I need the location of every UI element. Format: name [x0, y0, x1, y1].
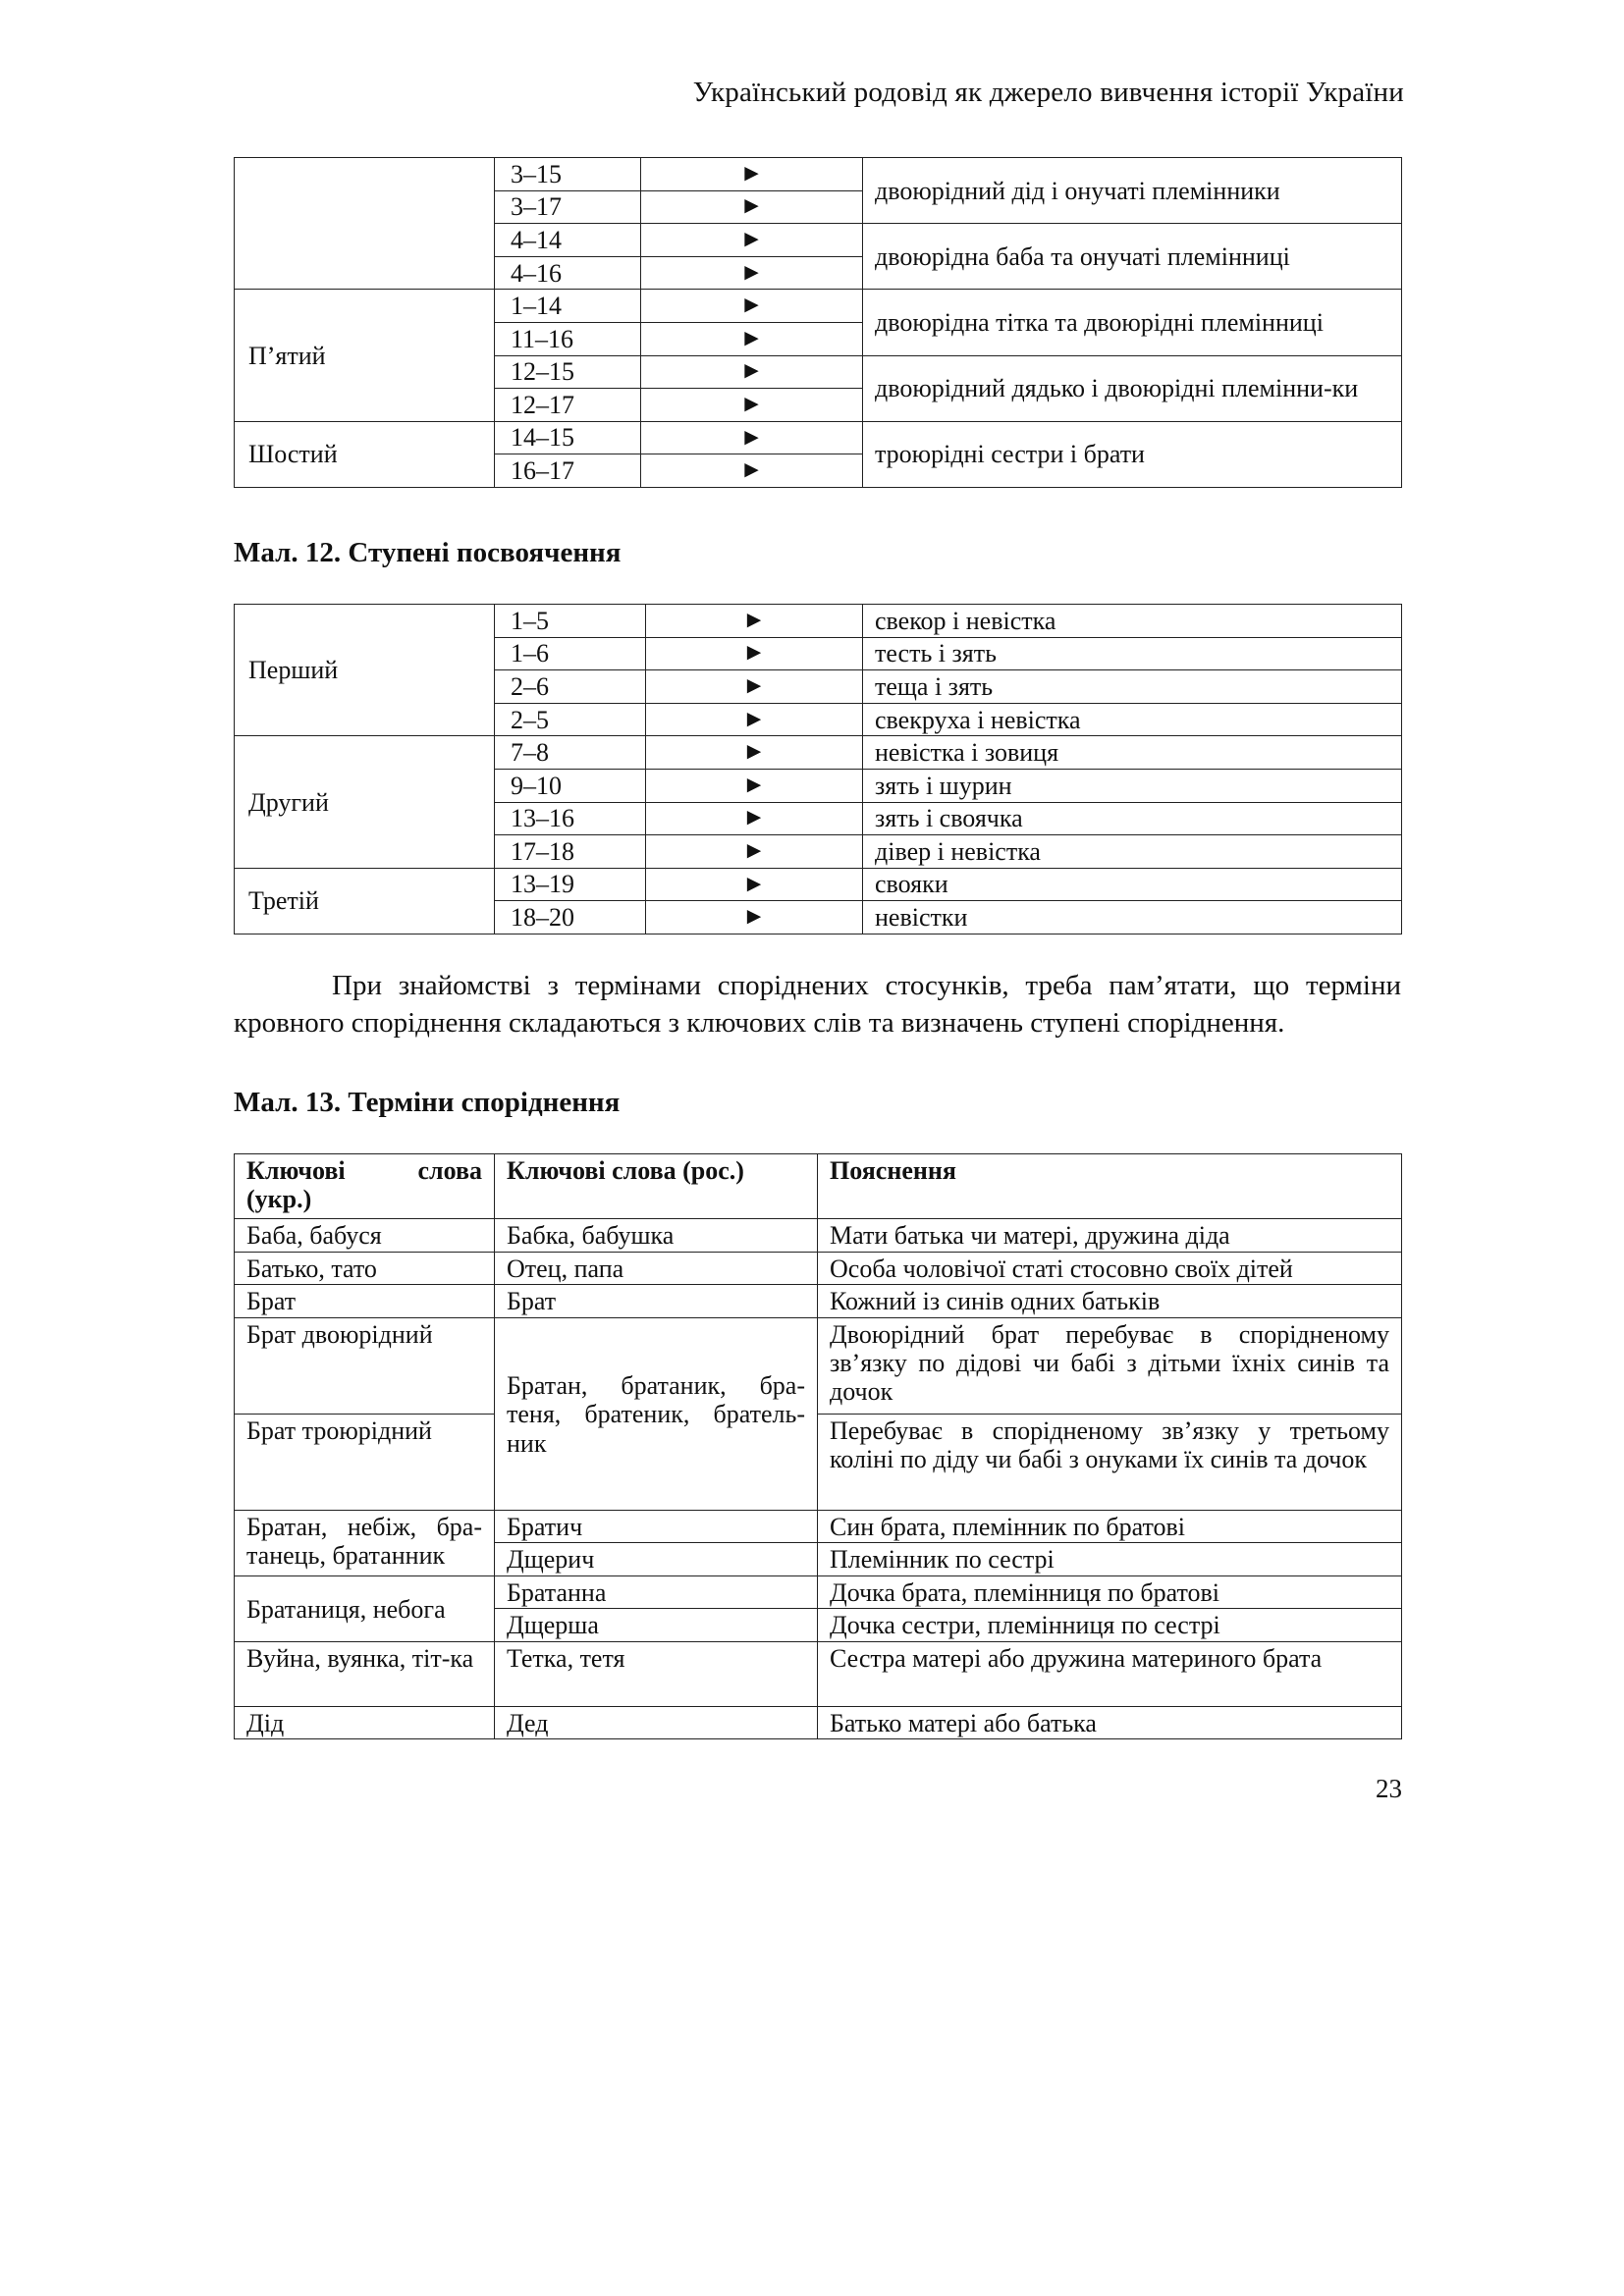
arrow-icon: ► [646, 637, 863, 670]
term-ukr: Брат двоюрідний [235, 1317, 495, 1414]
degree-label: Перший [235, 605, 495, 736]
term-ukr: Братан, небіж, бра-танець, братанник [235, 1510, 495, 1575]
arrow-icon: ► [641, 322, 863, 355]
running-header: Український родовід як джерело вивчення історії України [692, 77, 1404, 108]
relation-meaning: теща і зять [863, 670, 1402, 704]
table-row [235, 290, 1402, 323]
term-explanation: Дочка сестри, племінниця по сестрі [818, 1609, 1402, 1642]
relation-code: 4–16 [495, 256, 641, 290]
relation-code: 12–17 [495, 389, 641, 422]
table-row [235, 1575, 1402, 1609]
arrow-icon: ► [646, 802, 863, 835]
relation-code: 12–15 [495, 355, 641, 389]
relation-meaning: двоюрідна тітка та двоюрідні племінниці [863, 290, 1402, 355]
relation-code: 1–6 [495, 637, 646, 670]
relation-code: 1–14 [495, 290, 641, 323]
term-explanation: Двоюрідний брат перебуває в спорідненому зв’язку по дідові чи бабі з дітьми їхніх синів та дочок [818, 1317, 1402, 1414]
table-row [235, 605, 1402, 638]
relation-code: 3–15 [495, 158, 641, 191]
relation-meaning: двоюрідний дід і онучаті племінники [863, 158, 1402, 224]
term-ukr: Баба, бабуся [235, 1219, 495, 1253]
arrow-icon: ► [641, 389, 863, 422]
term-rus: Бабка, бабушка [495, 1219, 818, 1253]
arrow-icon: ► [641, 224, 863, 257]
page-number: 23 [1376, 1774, 1402, 1803]
degree-label: Третій [235, 868, 495, 934]
kinship-terms-table [234, 1153, 1402, 1739]
term-ukr: Батько, тато [235, 1252, 495, 1285]
arrow-icon: ► [646, 868, 863, 901]
relation-code: 2–6 [495, 670, 646, 704]
term-rus: Отец, папа [495, 1252, 818, 1285]
affinity-degrees-table [234, 604, 1402, 934]
arrow-icon: ► [646, 901, 863, 934]
term-rus: Дщерша [495, 1609, 818, 1642]
relation-meaning: дівер і невістка [863, 835, 1402, 869]
relation-meaning: двоюрідна баба та онучаті племінниці [863, 224, 1402, 290]
term-ukr: Вуйна, вуянка, тіт-ка [235, 1641, 495, 1706]
term-explanation: Дочка брата, племінниця по братові [818, 1575, 1402, 1609]
table-row [235, 868, 1402, 901]
term-rus: Братан, братаник, бра-теня, братеник, братель-ник [495, 1317, 818, 1510]
term-rus: Тетка, тетя [495, 1641, 818, 1706]
table-row [235, 1317, 1402, 1414]
table-header-row [235, 1154, 1402, 1219]
arrow-icon: ► [646, 670, 863, 704]
table-row [235, 1706, 1402, 1739]
term-explanation: Мати батька чи матері, дружина діда [818, 1219, 1402, 1253]
term-ukr: Братаниця, небога [235, 1575, 495, 1641]
term-ukr: Брат [235, 1285, 495, 1318]
relation-meaning: свояки [863, 868, 1402, 901]
arrow-icon: ► [646, 835, 863, 869]
term-ukr: Дід [235, 1706, 495, 1739]
column-header-explanation: Пояснення [818, 1154, 1402, 1219]
term-explanation: Кожний із синів одних батьків [818, 1285, 1402, 1318]
term-rus: Братич [495, 1510, 818, 1543]
arrow-icon: ► [646, 703, 863, 736]
relation-code: 16–17 [495, 454, 641, 488]
term-rus: Братанна [495, 1575, 818, 1609]
arrow-icon: ► [641, 454, 863, 488]
figure-13-caption: Мал. 13. Терміни споріднення [234, 1087, 621, 1118]
relation-meaning: тесть і зять [863, 637, 1402, 670]
degree-label [235, 158, 495, 290]
arrow-icon: ► [646, 605, 863, 638]
arrow-icon: ► [641, 355, 863, 389]
relation-code: 17–18 [495, 835, 646, 869]
arrow-icon: ► [646, 736, 863, 770]
degree-label: Другий [235, 736, 495, 868]
relation-code: 14–15 [495, 421, 641, 454]
arrow-icon: ► [641, 421, 863, 454]
table-row [235, 1252, 1402, 1285]
table-row [235, 1285, 1402, 1318]
relation-code: 2–5 [495, 703, 646, 736]
arrow-icon: ► [641, 158, 863, 191]
term-explanation: Особа чоловічої статі стосовно своїх дітей [818, 1252, 1402, 1285]
term-rus: Дед [495, 1706, 818, 1739]
arrow-icon: ► [646, 769, 863, 802]
table-row [235, 1510, 1402, 1543]
relation-meaning: свекруха і невістка [863, 703, 1402, 736]
term-rus: Брат [495, 1285, 818, 1318]
relation-code: 7–8 [495, 736, 646, 770]
relation-code: 3–17 [495, 190, 641, 224]
relation-code: 18–20 [495, 901, 646, 934]
table-row [235, 736, 1402, 770]
relation-code: 13–16 [495, 802, 646, 835]
relation-meaning: двоюрідний дядько і двоюрідні племінни-ки [863, 355, 1402, 421]
degree-label: П’ятий [235, 290, 495, 421]
body-paragraph: При знайомстві з термінами споріднених стосунків, треба пам’ятати, що терміни кровного споріднення складаються з ключових слів та визначень ступені споріднення. [234, 970, 1401, 1039]
term-explanation: Племінник по сестрі [818, 1543, 1402, 1576]
relation-code: 9–10 [495, 769, 646, 802]
relation-meaning: зять і своячка [863, 802, 1402, 835]
term-explanation: Батько матері або батька [818, 1706, 1402, 1739]
table-row [235, 1641, 1402, 1706]
relation-meaning: троюрідні сестри і брати [863, 421, 1402, 487]
relation-code: 13–19 [495, 868, 646, 901]
table-row [235, 158, 1402, 191]
table-row [235, 1219, 1402, 1253]
relation-code: 4–14 [495, 224, 641, 257]
relation-code: 1–5 [495, 605, 646, 638]
kinship-degrees-table-continued [234, 157, 1402, 488]
relation-meaning: зять і шурин [863, 769, 1402, 802]
relation-code: 11–16 [495, 322, 641, 355]
term-explanation: Син брата, племінник по братові [818, 1510, 1402, 1543]
relation-meaning: невістка і зовиця [863, 736, 1402, 770]
arrow-icon: ► [641, 290, 863, 323]
term-explanation: Сестра матері або дружина материного брата [818, 1641, 1402, 1706]
figure-12-caption: Мал. 12. Ступені посвоячення [234, 537, 622, 568]
term-explanation: Перебуває в спорідненому зв’язку у третьому коліні по діду чи бабі з онуками їх синів та дочок [818, 1414, 1402, 1510]
arrow-icon: ► [641, 256, 863, 290]
degree-label: Шостий [235, 421, 495, 487]
term-rus: Дщерич [495, 1543, 818, 1576]
table-row [235, 421, 1402, 454]
arrow-icon: ► [641, 190, 863, 224]
relation-meaning: невістки [863, 901, 1402, 934]
column-header-rus: Ключові слова (рос.) [495, 1154, 818, 1219]
column-header-ukr: Ключові слова (укр.) [235, 1154, 495, 1219]
table-row [235, 1414, 1402, 1510]
term-ukr: Брат троюрідний [235, 1414, 495, 1510]
relation-meaning: свекор і невістка [863, 605, 1402, 638]
